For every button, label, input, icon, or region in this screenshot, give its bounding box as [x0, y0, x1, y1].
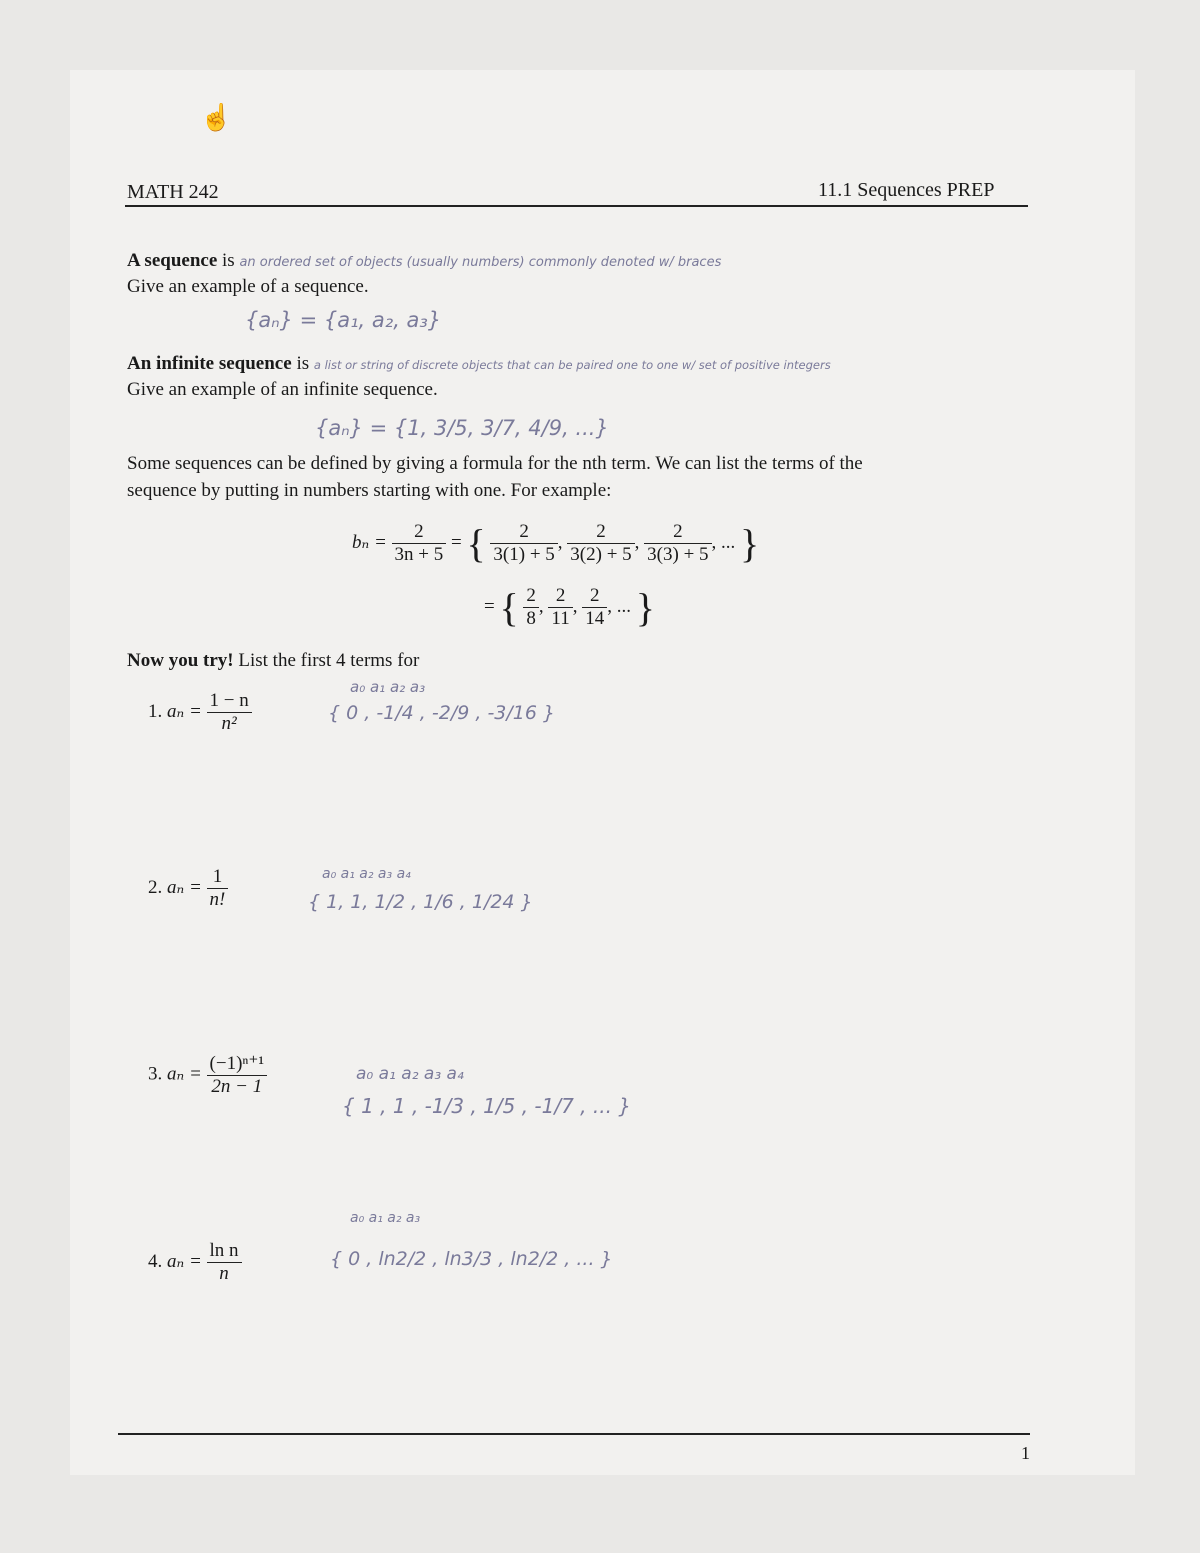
problem-4 — [148, 1240, 242, 1285]
example-term-2: $\frac{2}{3(2) + 5}$ — [567, 521, 634, 566]
problem-2 — [148, 866, 228, 911]
infinite-sequence-definition — [127, 353, 831, 375]
example-lhs: bₙ = — [352, 531, 387, 553]
infinite-handwritten-answer: a list or string of discrete objects that can be paired one to one w/ set of positive integers — [313, 358, 831, 372]
equals-sign: = — [451, 531, 462, 553]
problem-number: 1. — [148, 700, 163, 722]
problem-3-indices: a₀ a₁ a₂ a₃ a₄ — [356, 1064, 464, 1084]
now-you-try-bold: Now you try! — [127, 650, 234, 671]
sequence-term: A sequence — [127, 250, 218, 271]
footer-rule — [118, 1433, 1030, 1435]
header-rule — [125, 205, 1028, 207]
now-you-try-rest: List the first 4 terms for — [238, 650, 420, 671]
problem-lhs: aₙ = — [167, 700, 202, 722]
section-title: 11.1 Sequences PREP — [818, 179, 995, 201]
problem-number: 4. — [148, 1250, 163, 1272]
left-brace: { — [499, 585, 519, 630]
problem-1-answer: { 0 , -1/4 , -2/9 , -3/16 } — [328, 702, 556, 724]
problem-fraction: $\frac{1}{n!}$ — [207, 866, 229, 911]
simplified-term-3: $\frac{2}{14}$ — [582, 585, 607, 630]
example-formula: bₙ = $\frac{2}{3n + 5}$ = { $\frac{2}{3(1) + 5}$ , $\frac{2}{3(2) + 5}$ , $\frac{2}{3(3) + 5}$ , ... } — [352, 521, 760, 566]
sequence-definition — [127, 250, 721, 272]
problem-1-indices: a₀ a₁ a₂ a₃ — [350, 678, 426, 696]
right-brace: } — [635, 585, 655, 630]
example-simplified: = { $\frac{2}{8}$ , $\frac{2}{11}$ , $\frac{2}{14}$ , ... } — [484, 585, 655, 630]
problem-lhs: aₙ = — [167, 1063, 202, 1085]
simplified-term-2: $\frac{2}{11}$ — [548, 585, 572, 630]
problem-4-answer: { 0 , ln2/2 , ln3/3 , ln2/2 , ... } — [330, 1248, 613, 1270]
problem-lhs: aₙ = — [167, 1250, 202, 1272]
infinite-handwritten-example: {aₙ} = {1, 3/5, 3/7, 4/9, ...} — [315, 416, 609, 440]
problem-2-indices: a₀ a₁ a₂ a₃ a₄ — [322, 866, 411, 882]
problem-lhs: aₙ = — [167, 876, 202, 898]
problem-fraction: $\frac{1 - n}{\text{n²}}$ — [207, 690, 252, 735]
simplified-term-1: $\frac{2}{8}$ — [523, 585, 539, 630]
is-text: is — [222, 250, 235, 271]
problem-3 — [148, 1052, 267, 1098]
example-fraction: $\frac{2}{3n + 5}$ — [392, 521, 447, 566]
course-title: MATH 242 — [127, 181, 219, 203]
intro-line-1: Some sequences can be defined by giving a formula for the nth term. We can list the terms of the — [127, 453, 863, 474]
problem-fraction: $\frac{\text{ln n}}{n}$ — [207, 1240, 242, 1285]
sequence-handwritten-answer: an ordered set of objects (usually numbers) commonly denoted w/ braces — [239, 255, 722, 270]
infinite-prompt: Give an example of an infinite sequence. — [127, 379, 438, 400]
problem-3-answer: { 1 , 1 , -1/3 , 1/5 , -1/7 , ... } — [342, 1094, 632, 1118]
infinite-sequence-term: An infinite sequence — [127, 353, 292, 374]
left-brace: { — [466, 521, 486, 566]
problem-number: 2. — [148, 876, 163, 898]
example-term-1: $\frac{2}{3(1) + 5}$ — [490, 521, 557, 566]
intro-line-2: sequence by putting in numbers starting with one. For example: — [127, 480, 612, 501]
problem-1 — [148, 690, 252, 735]
example-term-3: $\frac{2}{3(3) + 5}$ — [644, 521, 711, 566]
sequence-prompt: Give an example of a sequence. — [127, 276, 369, 297]
now-you-try — [127, 650, 419, 672]
equals-sign: = — [484, 595, 495, 617]
problem-2-answer: { 1, 1, 1/2 , 1/6 , 1/24 } — [308, 891, 533, 913]
hand-pointer-icon: ☝ — [200, 103, 233, 132]
page-number: 1 — [1021, 1443, 1030, 1463]
is-text: is — [296, 353, 310, 374]
problem-number: 3. — [148, 1063, 163, 1085]
sequence-handwritten-example: {aₙ} = {a₁, a₂, a₃} — [245, 308, 442, 332]
right-brace: } — [740, 521, 760, 566]
problem-4-indices: a₀ a₁ a₂ a₃ — [350, 1210, 421, 1226]
problem-fraction: $\frac{\text{(−1)ⁿ⁺¹}}{2n - 1}$ — [207, 1052, 268, 1098]
